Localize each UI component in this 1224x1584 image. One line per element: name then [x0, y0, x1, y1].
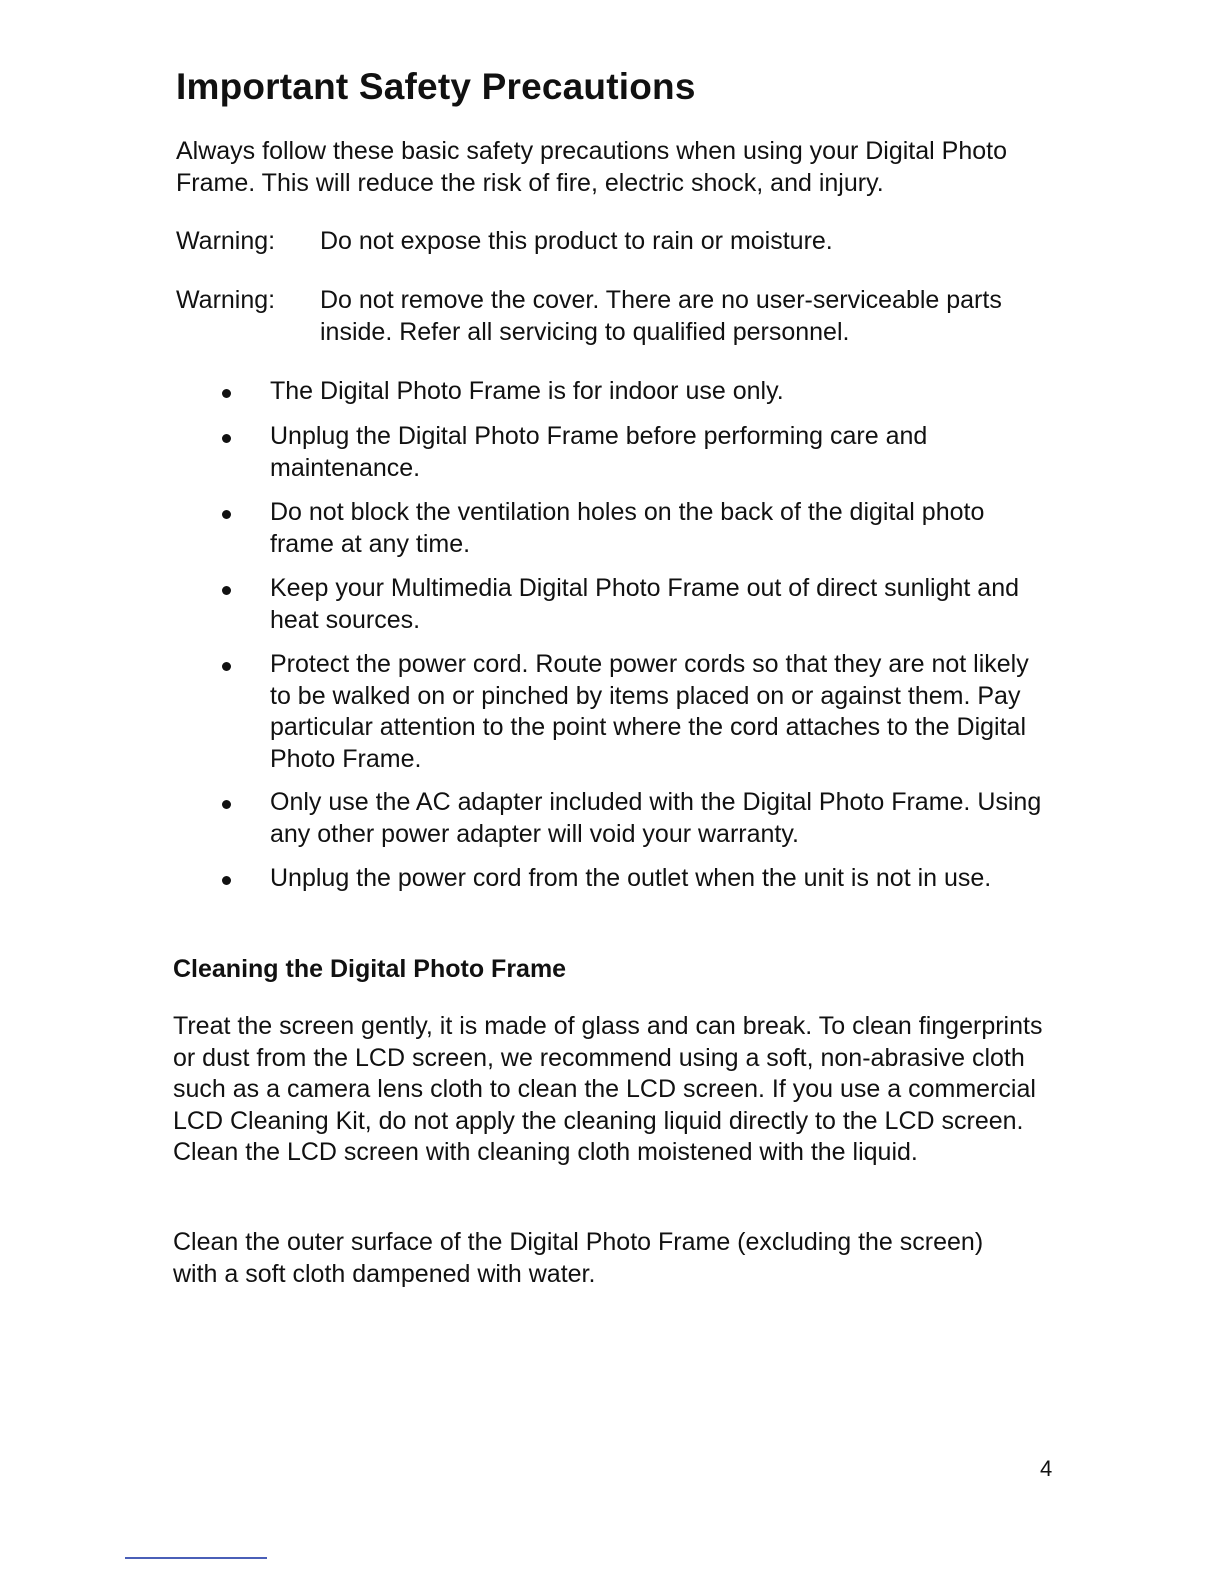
warning-label: Warning: [176, 227, 276, 255]
list-item-text: Unplug the power cord from the outlet when the unit is not in use. [270, 864, 992, 892]
list-item-text: The Digital Photo Frame is for indoor use only. [270, 377, 784, 405]
bullet-icon [222, 586, 231, 595]
warning-text: Do not expose this product to rain or moisture. [320, 227, 833, 255]
list-item-text: Unplug the Digital Photo Frame before performing care and maintenance. [270, 422, 928, 482]
bullet-icon [222, 510, 231, 519]
list-item-text: Keep your Multimedia Digital Photo Frame out of direct sunlight and heat sources. [270, 574, 1019, 634]
bullet-icon [222, 389, 231, 398]
warning-1 [176, 226, 1056, 266]
intro-paragraph: Always follow these basic safety precautions when using your Digital Photo Frame. This will reduce the risk of fire, electric shock, and injury. [176, 137, 1007, 197]
bullet-icon [222, 876, 231, 885]
list-item-text: Protect the power cord. Route power cords so that they are not likely to be walked on or pinched by items placed on or against them. Pay particular attention to the point where the cord attaches to the Digital Photo Frame. [270, 650, 1029, 773]
page-number: 4 [1040, 1456, 1053, 1481]
warning-2 [176, 285, 1056, 355]
warning-label: Warning: [176, 286, 276, 314]
cleaning-paragraph-1: Treat the screen gently, it is made of glass and can break. To clean fingerprints or dust from the LCD screen, we recommend using a soft, non-abrasive cloth such as a camera lens cloth to clean the LCD screen. If you use a commercial LCD Cleaning Kit, do not apply the cleaning liquid directly to the LCD screen. Clean the LCD screen with cleaning cloth moistened with the liquid. [173, 1012, 1043, 1166]
cleaning-paragraph-2: Clean the outer surface of the Digital Photo Frame (excluding the screen) with a soft cloth dampened with water. [173, 1228, 984, 1288]
bullet-icon [222, 434, 231, 443]
bullet-icon [222, 662, 231, 671]
list-item-text: Do not block the ventilation holes on the back of the digital photo frame at any time. [270, 498, 985, 558]
section-heading: Cleaning the Digital Photo Frame [173, 955, 567, 983]
footer-rule [125, 1557, 267, 1559]
bullet-icon [222, 800, 231, 809]
list-item-text: Only use the AC adapter included with the Digital Photo Frame. Using any other power adapter will void your warranty. [270, 788, 1042, 848]
warning-text: Do not remove the cover. There are no user-serviceable parts inside. Refer all servicing to qualified personnel. [320, 286, 1002, 346]
page-title: Important Safety Precautions [176, 66, 696, 107]
